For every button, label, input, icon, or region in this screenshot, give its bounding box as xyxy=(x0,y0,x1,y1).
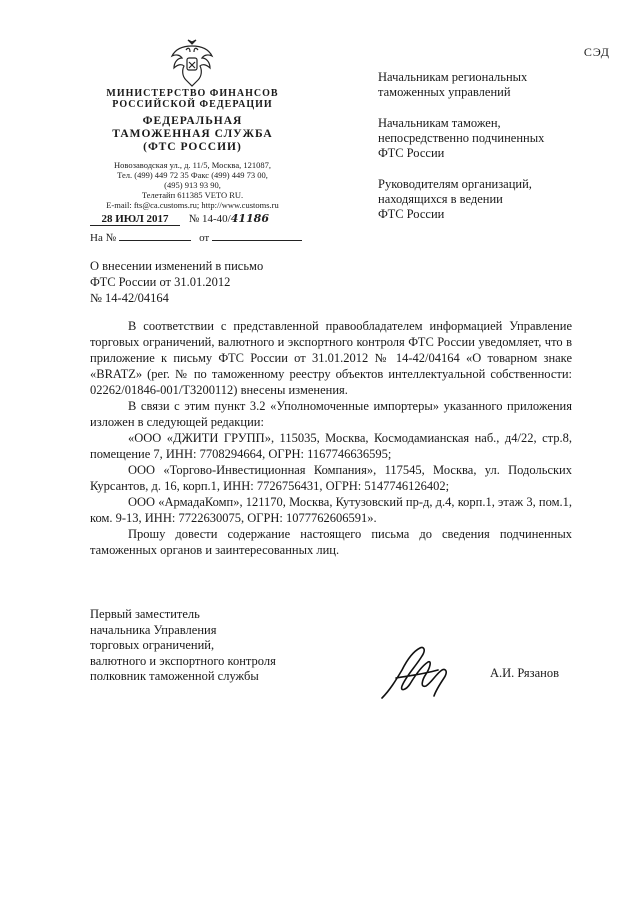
paragraph-importer-1: «ООО «ДЖИТИ ГРУПП», 115035, Москва, Космодамианская наб., д4/22, стр.8, помещение 7, ИНН: 7708294664, ОГРН: 1167746636595; xyxy=(90,431,572,461)
reference-label: На № xyxy=(90,232,117,244)
address: Новозаводская ул., д. 11/5, Москва, 121087, xyxy=(114,160,271,170)
service-line-2: ТАМОЖЕННАЯ СЛУЖБА xyxy=(112,128,273,140)
paragraph-importer-3: ООО «АрмадаКомп», 121170, Москва, Кутузовский пр-д, д.4, корп.1, этаж 3, пом.1, ком. 9-13, ИНН: 7722630075, ОГРН: 1077762606591». xyxy=(90,495,572,525)
addressee-organizations: Руководителям организаций, находящихся в ведении ФТС России xyxy=(378,177,532,221)
addressees-block xyxy=(378,70,608,238)
registration-date-stamp: 28 ИЮЛ 2017 xyxy=(90,213,180,226)
service-line-1: ФЕДЕРАЛЬНАЯ xyxy=(142,115,243,127)
coat-of-arms-emblem xyxy=(168,38,216,90)
letter-subject: О внесении изменений в письмо ФТС России от 31.01.2012 № 14-42/04164 xyxy=(90,259,264,305)
paragraph-notice: В соответствии с представленной правообладателем информацией Управление торговых ограничений, валютного и экспортного контроля ФТС России уведомляет, что в приложение к письму ФТС России от 31.01.2012 № 14-42/04164 «О товарном знаке «BRATZ» (рег. № по таможенному реестру объектов интеллектуальной собственности: 02262/01846-001/ТЗ200112) внесены изменения. xyxy=(90,319,572,397)
service-line-3: (ФТС РОССИИ) xyxy=(143,141,242,153)
letter-body xyxy=(90,318,572,558)
addressee-customs: Начальникам таможен, непосредственно подчиненных ФТС России xyxy=(378,116,545,160)
teletype: Телетайп 611385 VETO RU. xyxy=(141,190,244,200)
paragraph-importer-2: ООО «Торгово-Инвестиционная Компания», 117545, Москва, ул. Подольских Курсантов, д. 16, корп.1, ИНН: 7726756431, ОГРН: 5147746126402; xyxy=(90,463,572,493)
ministry-header xyxy=(90,88,295,110)
from-label: от xyxy=(199,232,210,244)
contacts-block xyxy=(90,160,295,210)
phone: Тел. (499) 449 72 35 Факс (499) 449 73 00, xyxy=(117,170,268,180)
registration-number-handwritten: 41186 xyxy=(230,212,269,225)
from-blank xyxy=(212,240,302,241)
paragraph-request: Прошу довести содержание настоящего письма до сведения подчиненных таможенных органов и заинтересованных лиц. xyxy=(90,527,572,557)
signatory-title: Первый заместитель начальника Управления торговых ограничений, валютного и экспортного контроля полковник таможенной службы xyxy=(90,607,276,683)
registration-number-prefix: № 14-40/ xyxy=(188,213,231,225)
handwritten-signature xyxy=(376,640,456,710)
reference-blank xyxy=(119,240,191,241)
addressee-regional: Начальникам региональных таможенных управлений xyxy=(378,70,528,99)
phone-2: (495) 913 93 90, xyxy=(164,180,221,190)
service-header xyxy=(90,115,295,154)
reference-line xyxy=(90,232,302,244)
ministry-line-1: МИНИСТЕРСТВО ФИНАНСОВ xyxy=(106,88,279,99)
registration-line xyxy=(90,212,300,226)
paragraph-clause: В связи с этим пункт 3.2 «Уполномоченные импортеры» указанного приложения изложен в следующей редакции: xyxy=(90,399,572,429)
ministry-line-2: РОССИЙСКОЙ ФЕДЕРАЦИИ xyxy=(112,99,273,110)
email: E-mail: fts@ca.customs.ru; http://www.customs.ru xyxy=(106,200,279,210)
signatory-name: А.И. Рязанов xyxy=(490,666,559,680)
sed-mark: СЭД xyxy=(583,45,610,59)
